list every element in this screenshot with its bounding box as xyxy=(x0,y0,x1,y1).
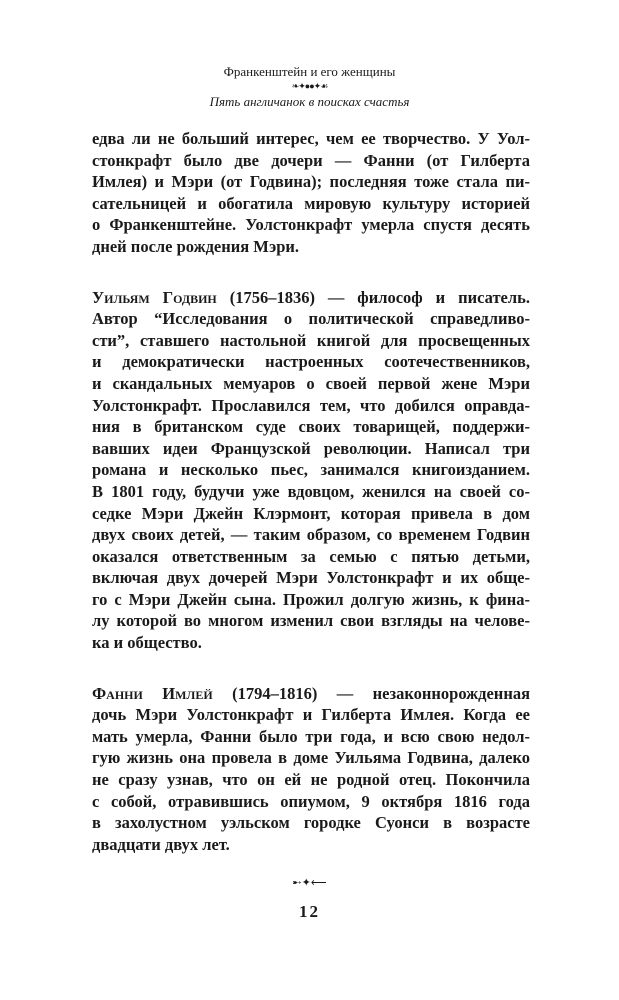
text-line xyxy=(92,330,530,352)
line-text: вавших идеи Французской революции. Написал три xyxy=(92,438,530,458)
line-text: едва ли не больший интерес, чем ее творчество. У Уол- xyxy=(92,129,530,148)
line-text: ка и общество. xyxy=(92,633,202,653)
line-text: о Франкенштейне. Уолстонкрафт умерла спустя десять xyxy=(92,215,530,235)
footer-ornament-icon: ➸✦⟵ xyxy=(292,877,327,889)
text-line xyxy=(92,193,530,215)
text-line xyxy=(92,128,530,150)
text-line xyxy=(92,726,530,748)
header-ornament-icon: ❧✦●●✦☙ xyxy=(291,81,328,91)
running-head-subtitle: Пять англичанок в поисках счастья xyxy=(209,94,410,109)
line-text: и демократически настроенных соотечественников, xyxy=(92,352,530,372)
line-text: ния в британском суде своих товарищей, поддержи- xyxy=(92,417,530,437)
line-text: двух своих детей, — таким образом, со временем Годвин xyxy=(92,525,530,545)
text-line xyxy=(92,287,530,309)
line-text: дней после рождения Мэри. xyxy=(92,236,300,256)
line-text: не сразу узнав, что он ей не родной отец. Покончила xyxy=(92,770,530,790)
text-line xyxy=(92,834,530,856)
text-line xyxy=(92,524,530,546)
line-text: Автор “Исследования о политической справедливо- xyxy=(92,309,530,329)
line-text: лу которой во многом изменил свои взгляды на челове- xyxy=(92,611,530,631)
text-line xyxy=(92,791,530,813)
body-text xyxy=(92,128,530,884)
line-text: в захолустном уэльском городке Суонси в возрасте xyxy=(92,813,530,833)
line-text: сательницей и обогатила мировую культуру историей xyxy=(92,193,530,213)
text-line xyxy=(92,459,530,481)
text-line xyxy=(92,704,530,726)
line-text: включая двух дочерей Мэри Уолстонкрафт и их обще- xyxy=(92,568,530,588)
line-text: мать умерла, Фанни было три года, и всю свою недол- xyxy=(92,726,530,746)
line-text: (1794–1816) — незаконнорожденная xyxy=(212,683,530,703)
text-line xyxy=(92,610,530,632)
text-line xyxy=(92,567,530,589)
line-text: стонкрафт было две дочери — Фанни (от Гилберта xyxy=(92,150,530,170)
text-line xyxy=(92,683,530,705)
line-text: гую жизнь она провела в доме Уильяма Годвина, далеко xyxy=(92,748,530,768)
text-line xyxy=(92,150,530,172)
text-line xyxy=(92,395,530,417)
text-line xyxy=(92,769,530,791)
line-text: дочь Мэри Уолстонкрафт и Гилберта Имлея. Когда ее xyxy=(92,705,530,725)
entry-name: Уильям Годвин xyxy=(92,287,217,307)
line-text: го с Мэри Джейн сына. Прожил долгую жизнь, к фина- xyxy=(92,589,530,609)
line-text: седке Мэри Джейн Клэрмонт, которая привела в дом xyxy=(92,503,530,523)
paragraph-intro xyxy=(92,128,530,258)
text-line xyxy=(92,214,530,236)
running-head-title: Франкенштейн и его женщины xyxy=(223,64,396,79)
line-text: двадцати двух лет. xyxy=(92,834,230,854)
line-text: Имлея) и Мэри (от Годвина); последняя тоже стала пи- xyxy=(92,172,530,192)
text-line xyxy=(92,546,530,568)
text-line xyxy=(92,438,530,460)
line-text: оказался ответственным за семью с пятью детьми, xyxy=(92,546,530,566)
line-text: (1756–1836) — философ и писатель. xyxy=(216,287,530,307)
text-line xyxy=(92,308,530,330)
line-text: с собой, отравившись опиумом, 9 октября 1816 года xyxy=(92,791,530,811)
line-text: Уолстонкрафт. Прославился тем, что добился оправда- xyxy=(92,395,530,415)
text-line xyxy=(92,747,530,769)
text-line xyxy=(92,171,530,193)
line-text: В 1801 году, будучи уже вдовцом, женился на своей со- xyxy=(92,481,530,501)
text-line xyxy=(92,236,530,258)
paragraph-godwin xyxy=(92,287,530,654)
line-text: сти”, ставшего настольной книгой для просвещенных xyxy=(92,330,530,350)
text-line xyxy=(92,503,530,525)
text-line xyxy=(92,351,530,373)
text-line xyxy=(92,812,530,834)
text-line xyxy=(92,589,530,611)
text-line xyxy=(92,373,530,395)
line-text: и скандальных мемуаров о своей первой жене Мэри xyxy=(92,373,530,393)
text-line xyxy=(92,481,530,503)
paragraph-fanny xyxy=(92,683,530,856)
line-text: романа и несколько пьес, занимался книгоизданием. xyxy=(92,460,530,480)
entry-name: Фанни Имлей xyxy=(92,683,213,703)
text-line xyxy=(92,632,530,654)
page-number: 12 xyxy=(299,902,320,921)
text-line xyxy=(92,416,530,438)
